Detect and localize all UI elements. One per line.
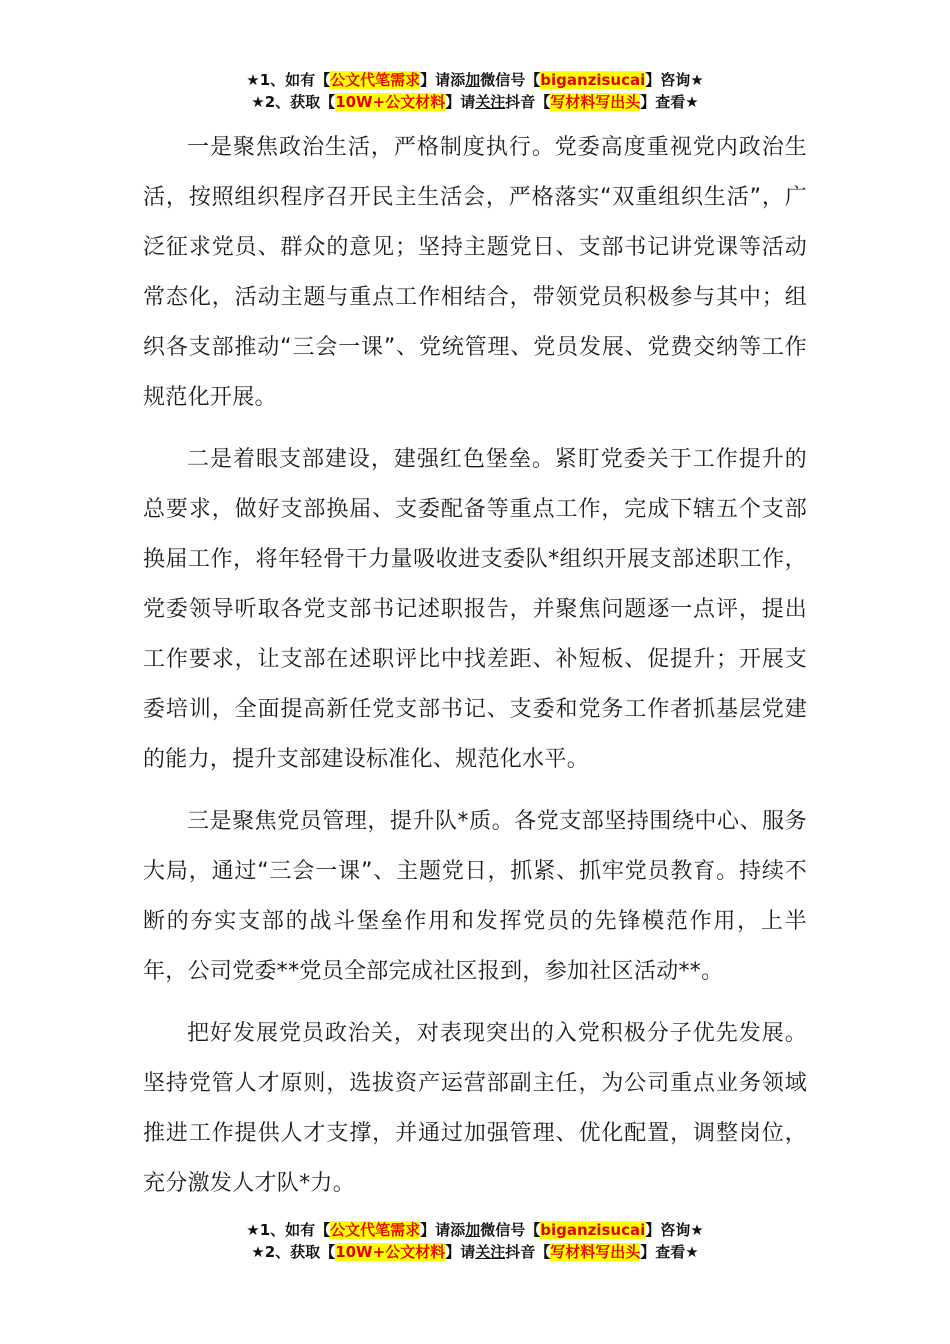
- highlight-douyin-account: 写材料写出头: [550, 1243, 641, 1261]
- banner-text-underlined: 加: [465, 1221, 481, 1239]
- banner-text-underlined: 关注: [475, 1243, 506, 1261]
- banner-text-underlined: 关注: [475, 93, 506, 111]
- banner-text: 】查看★: [640, 1243, 699, 1261]
- banner-line-1: [0, 69, 950, 91]
- bottom-banner: [0, 1219, 950, 1263]
- banner-text: ★2、获取【: [251, 1243, 336, 1261]
- document-body: [143, 123, 807, 1209]
- paragraph-member-development: 把好发展党员政治关，对表现突出的入党积极分子优先发展。坚持党管人才原则，选拔资产运营部副主任，为公司重点业务领域推进工作提供人才支撑，并通过加强管理、优化配置，调整岗位，充分激发人才队*力。: [143, 1021, 807, 1196]
- highlight-materials: 10W+公文材料: [335, 93, 446, 111]
- paragraph-branch-building: 二是着眼支部建设，建强红色堡垒。紧盯党委关于工作提升的总要求，做好支部换届、支委配备等重点工作，完成下辖五个支部换届工作，将年轻骨干力量吸收进支委队*组织开展支部述职工作，党委领导听取各党支部书记述职报告，并聚焦问题逐一点评，提出工作要求，让支部在述职评比中找差距、补短板、促提升；开展支委培训，全面提高新任党支部书记、支委和党务工作者抓基层党建的能力，提升支部建设标准化、规范化水平。: [143, 447, 807, 772]
- banner-text: 微信号【: [480, 71, 541, 89]
- top-banner: [0, 69, 950, 113]
- paragraph-member-management: 三是聚焦党员管理，提升队*质。各党支部坚持围绕中心、服务大局，通过“三会一课”、主题党日，抓紧、抓牢党员教育。持续不断的夯实支部的战斗堡垒作用和发挥党员的先锋模范作用，上半年，公司党委**党员全部完成社区报到，参加社区活动**。: [143, 809, 807, 984]
- banner-text: 】请添: [420, 1221, 466, 1239]
- banner-text: 】请: [445, 1243, 476, 1261]
- banner-text: 抖音【: [505, 93, 551, 111]
- banner-text: ★1、如有【: [246, 1221, 331, 1239]
- paragraph-political-life: 一是聚焦政治生活，严格制度执行。党委高度重视党内政治生活，按照组织程序召开民主生活会，严格落实“双重组织生活”，广泛征求党员、群众的意见；坚持主题党日、支部书记讲党课等活动常态化，活动主题与重点工作相结合，带领党员积极参与其中；组织各支部推动“三会一课”、党统管理、党员发展、党费交纳等工作规范化开展。: [143, 135, 807, 410]
- banner-text: 】咨询★: [645, 71, 704, 89]
- banner-text: ★1、如有【: [246, 71, 331, 89]
- banner-text: 】咨询★: [645, 1221, 704, 1239]
- banner-line-2: [0, 91, 950, 113]
- highlight-douyin-account: 写材料写出头: [550, 93, 641, 111]
- banner-line-2: [0, 1241, 950, 1263]
- highlight-materials: 10W+公文材料: [335, 1243, 446, 1261]
- highlight-wechat-id: biganzisucai: [540, 1221, 646, 1239]
- banner-text: 】请: [445, 93, 476, 111]
- highlight-service: 公文代笔需求: [330, 1221, 421, 1239]
- highlight-wechat-id: biganzisucai: [540, 71, 646, 89]
- banner-text: ★2、获取【: [251, 93, 336, 111]
- banner-text: 微信号【: [480, 1221, 541, 1239]
- banner-text: 抖音【: [505, 1243, 551, 1261]
- banner-text: 】请添: [420, 71, 466, 89]
- banner-text-underlined: 加: [465, 71, 481, 89]
- banner-text: 】查看★: [640, 93, 699, 111]
- highlight-service: 公文代笔需求: [330, 71, 421, 89]
- banner-line-1: [0, 1219, 950, 1241]
